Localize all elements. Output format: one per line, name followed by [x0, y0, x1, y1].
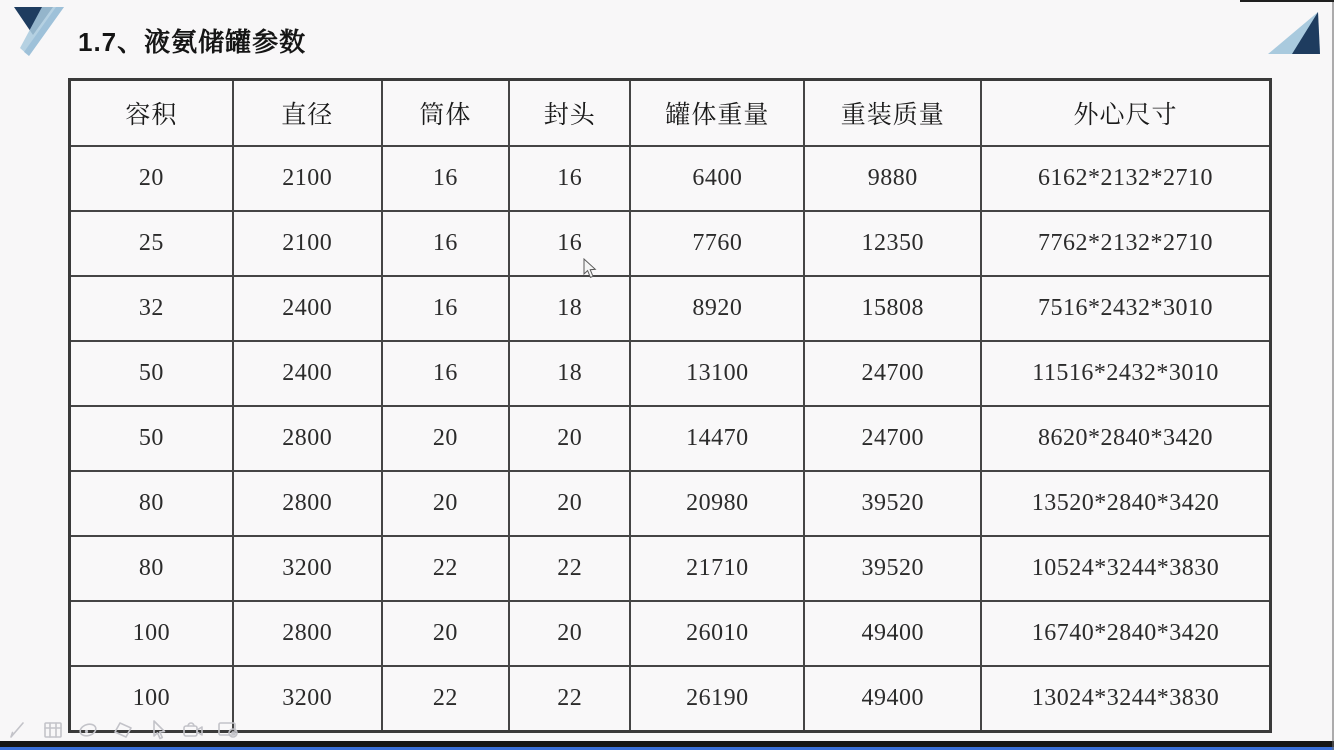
table-cell: 24700	[804, 406, 981, 471]
table-cell: 20	[509, 601, 630, 666]
table-cell: 10524*3244*3830	[981, 536, 1270, 601]
table-cell: 6162*2132*2710	[981, 146, 1270, 211]
table-cell: 7516*2432*3010	[981, 276, 1270, 341]
table-cell: 100	[70, 666, 233, 732]
table-cell: 49400	[804, 666, 981, 732]
table-cell: 16	[509, 211, 630, 276]
mouse-cursor-icon	[583, 258, 597, 279]
table-cell: 26190	[630, 666, 804, 732]
table-row	[70, 146, 1271, 211]
table-cell: 80	[70, 471, 233, 536]
table-cell: 20	[509, 471, 630, 536]
header-cell: 罐体重量	[630, 80, 804, 147]
table-cell: 2800	[233, 471, 382, 536]
table-cell: 16	[382, 341, 509, 406]
table-cell: 49400	[804, 601, 981, 666]
table-cell: 2800	[233, 406, 382, 471]
table-cell: 21710	[630, 536, 804, 601]
table-cell: 11516*2432*3010	[981, 341, 1270, 406]
table-row	[70, 601, 1271, 666]
eraser-icon[interactable]	[111, 718, 135, 742]
table-cell: 3200	[233, 536, 382, 601]
table-cell: 9880	[804, 146, 981, 211]
table-cell: 8920	[630, 276, 804, 341]
table-cell: 16	[382, 211, 509, 276]
table-row	[70, 406, 1271, 471]
table-cell: 2400	[233, 276, 382, 341]
table-cell: 22	[509, 666, 630, 732]
table-cell: 100	[70, 601, 233, 666]
table-row	[70, 276, 1271, 341]
table-cell: 18	[509, 341, 630, 406]
page-title: 1.7、液氨储罐参数	[78, 27, 307, 57]
table-cell: 2400	[233, 341, 382, 406]
table-cell: 7762*2132*2710	[981, 211, 1270, 276]
table-cell: 20	[382, 406, 509, 471]
table-cell: 15808	[804, 276, 981, 341]
table-cell: 18	[509, 276, 630, 341]
table-cell: 14470	[630, 406, 804, 471]
company-logo-icon	[12, 4, 70, 58]
table-row	[70, 341, 1271, 406]
table-cell: 2800	[233, 601, 382, 666]
table-cell: 50	[70, 406, 233, 471]
cursor-icon[interactable]	[146, 718, 170, 742]
table-cell: 22	[509, 536, 630, 601]
table-cell: 6400	[630, 146, 804, 211]
table-cell: 25	[70, 211, 233, 276]
table-cell: 39520	[804, 471, 981, 536]
table-cell: 24700	[804, 341, 981, 406]
table-cell: 20	[382, 471, 509, 536]
window-top-edge	[1240, 0, 1334, 2]
table-cell: 39520	[804, 536, 981, 601]
parameters-table	[68, 78, 1272, 733]
table-cell: 8620*2840*3420	[981, 406, 1270, 471]
header-cell: 重装质量	[804, 80, 981, 147]
table-cell: 22	[382, 536, 509, 601]
table-cell: 26010	[630, 601, 804, 666]
table-cell: 3200	[233, 666, 382, 732]
header-cell: 容积	[70, 80, 233, 147]
table-row	[70, 536, 1271, 601]
table-cell: 13520*2840*3420	[981, 471, 1270, 536]
table-cell: 13100	[630, 341, 804, 406]
pen-icon[interactable]	[6, 718, 30, 742]
table-cell: 2100	[233, 211, 382, 276]
table-cell: 16	[382, 146, 509, 211]
table-cell: 80	[70, 536, 233, 601]
annotation-toolbar	[6, 717, 240, 743]
table-cell: 50	[70, 341, 233, 406]
table-cell: 32	[70, 276, 233, 341]
table-row	[70, 471, 1271, 536]
header-cell: 直径	[233, 80, 382, 147]
table-cell: 12350	[804, 211, 981, 276]
laser-pointer-icon[interactable]	[76, 718, 100, 742]
table-cell: 7760	[630, 211, 804, 276]
header-row	[70, 80, 1271, 147]
table-row	[70, 666, 1271, 732]
table-cell: 16740*2840*3420	[981, 601, 1270, 666]
screen-share-icon[interactable]	[216, 718, 240, 742]
whiteboard-icon[interactable]	[41, 718, 65, 742]
table-row	[70, 211, 1271, 276]
header-cell: 筒体	[382, 80, 509, 147]
corner-triangle-icon	[1264, 8, 1324, 58]
camera-icon[interactable]	[181, 718, 205, 742]
header-cell: 外心尺寸	[981, 80, 1270, 147]
table-cell: 20	[509, 406, 630, 471]
header-cell: 封头	[509, 80, 630, 147]
table-cell: 16	[509, 146, 630, 211]
table-cell: 22	[382, 666, 509, 732]
parameters-table-container	[68, 78, 1272, 714]
table-cell: 13024*3244*3830	[981, 666, 1270, 732]
table-cell: 20	[382, 601, 509, 666]
table-cell: 2100	[233, 146, 382, 211]
table-cell: 16	[382, 276, 509, 341]
table-cell: 20	[70, 146, 233, 211]
table-cell: 20980	[630, 471, 804, 536]
